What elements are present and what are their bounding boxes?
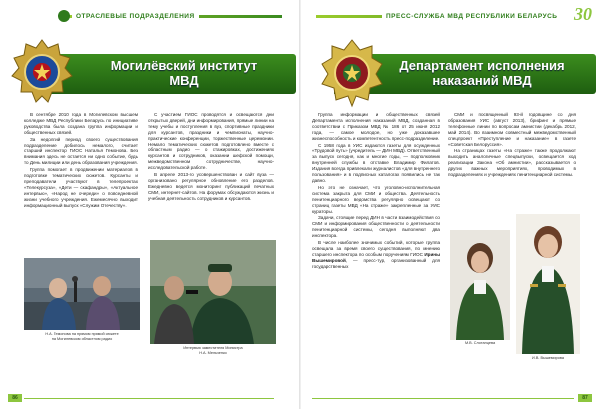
institute-badge-icon <box>10 38 74 108</box>
page-number-badge <box>8 394 22 402</box>
paragraph: Задачи, стоящие перед ДИН в части взаимодействия со СМИ и информирования общественности о деятельности пенитенциарной системы, сегодня выполняют два инспектора. <box>312 215 440 239</box>
paragraph: В сентябре 2010 года в Могилевском высшем колледже МВД Республики Беларусь по инициативе руководства была создана группа информации и общественных связей. <box>24 112 138 135</box>
left-column-2 <box>148 112 274 203</box>
page-number: 86 <box>12 395 18 401</box>
paragraph: Но это не означает, что уголовно-исполнительная система закрыта для СМИ и общества. Деятельность пенитенциарного ведомства регулярно освещают со страниц газеты МВД «На страже» закрепленные за УИС кураторы. <box>312 184 440 214</box>
right-column-2 <box>448 112 576 179</box>
photo-caption <box>450 341 510 346</box>
right-column-1 <box>312 112 440 271</box>
page-number-badge <box>578 394 592 402</box>
paragraph: С участием ГИОС проводятся и освещаются дни открытых дверей, дни информирования, прямые линии на тему учебы и поступления в вуз, спортивные праздники для курсантов, праздники и чемпионаты, научно-практические конференции, торжественные церемонии. Немало тематических сюжетов подготовлено вместе с областным радио — о стажировках, достижениях курсантов и сотрудников, оказании шефской помощи, межведомственном сотрудничестве, научно-исследовательской работе. <box>148 112 274 171</box>
footer-rule <box>24 398 274 399</box>
section-title-line1: Могилёвский институт <box>110 58 258 73</box>
department-badge-icon <box>320 38 384 108</box>
photo-caption <box>512 356 584 361</box>
caption-line: Н.А. Гемонова на прямом прямой сюжете <box>45 332 119 336</box>
photo-caption <box>24 332 140 342</box>
paragraph: В апреле 2013-го усовершенствован и сайт вуза — организовано регулярное обновление его разделов. Ежедневно ведется мониторинг публикаций печатных СМИ, интернет-сайтов. На форумах обсуждаются жизнь и учебная деятельность сотрудников и курсантов. <box>148 172 274 201</box>
caption-line: И.В. Вышемирова <box>532 356 564 360</box>
section-title-line2: МВД <box>169 73 199 88</box>
radio-studio-photo <box>24 258 140 330</box>
photo-caption <box>150 346 276 356</box>
paragraph: С 1958 года в УИС издаются газеты для осужденных «Трудовой путь» (учредитель — ДИН МВД). Ответственный за выпуск сегодня, как и многие годы, — подполковник внутренней службы в отставке Владимир Филатов. Издания всегда привлекали журналистов «для внутреннего пользования» и в подписных каталогах появились не так давно. <box>312 142 440 183</box>
section-title-banner <box>38 54 296 94</box>
caption-line: на Могилевском областном радио <box>51 337 113 341</box>
emblem-icon <box>58 10 70 22</box>
section-number: 30 <box>574 4 592 24</box>
portrait-photo <box>450 230 510 340</box>
section-title <box>374 58 590 88</box>
paragraph: СМИ и посвященный 93-й годовщине со дня образования УИС (август 2013), брифинг и прямые телефонные линии по вопросам амнистии (декабрь 2012, май 2014). Во взаимном совместный межведомственный спецпроект «Преступление и наказание» в газете «Советская Белоруссия». <box>448 112 576 147</box>
running-header <box>300 6 600 26</box>
portrait-photo <box>516 214 580 354</box>
running-head-text: ОТРАСЛЕВЫЕ ПОДРАЗДЕЛЕНИЯ <box>72 13 199 20</box>
paragraph: В числе наиболее значимых событий, которые группа освещала за время своего существования, по мнению старшего инспектора по особым поручениям ГИОС Ирины Вышемировой, — пресс-тур, организованный для государственных <box>312 240 440 269</box>
caption-line: М.В. Слотанцева <box>464 341 496 345</box>
section-title <box>78 58 290 88</box>
caption-line: Н.А. Мельченко <box>199 351 227 355</box>
footer-rule <box>312 398 574 399</box>
running-header <box>0 6 300 26</box>
section-title-line2: наказаний МВД <box>432 73 532 88</box>
left-column-1 <box>24 112 138 210</box>
section-title-line1: Департамент исполнения <box>399 58 565 73</box>
paragraph: За недолгий период своего существования подразделение добилось немалого, считает старший инспектор ГИОС Наталья Гемонова. Без внимания здесь не остается ни одно событие, будь то День милиции или день образования учреждения. <box>24 136 138 166</box>
interview-photo <box>150 240 276 344</box>
page-number: 87 <box>582 395 588 401</box>
paragraph: На страницах газеты «На страже» также продолжают выходить аналогичные спецвыпуски, освещается ход реализации Закона «Об амнистии», рассказывается о других важных мероприятиях, проводимых в подразделениях и учреждениях пенитенциарной системы. <box>448 148 576 178</box>
inspector-name: Ирины Вышемировой <box>312 251 440 263</box>
caption-line: Интервью заместителя Министра <box>183 346 243 350</box>
paragraph: Группа информации и общественных связей Департамента исполнения наказаний МВД, созданная в соответствии с Приказом МВД № 186 от 25 июня 2012 года, — самое молодое, но уже доказавшее жизнеспособность и компетентность пресс-подразделение. <box>312 112 440 141</box>
running-head-text: ПРЕСС-СЛУЖБА МВД РЕСПУБЛИКИ БЕЛАРУСЬ <box>382 13 561 20</box>
paragraph: Группа помогает в продвижении материалов в подготовке тематических сюжетов. Курсанты и преподаватели участвуют в телепроектах «Телекурсуза», «Дети — скафандры», «Актуальное интервью», «Народ не очереди» о повседневной жизни учебного учреждения. Ежемесячно выходит информационный выпуск «Служим Отечеству». <box>24 167 138 208</box>
right-page <box>300 0 600 409</box>
